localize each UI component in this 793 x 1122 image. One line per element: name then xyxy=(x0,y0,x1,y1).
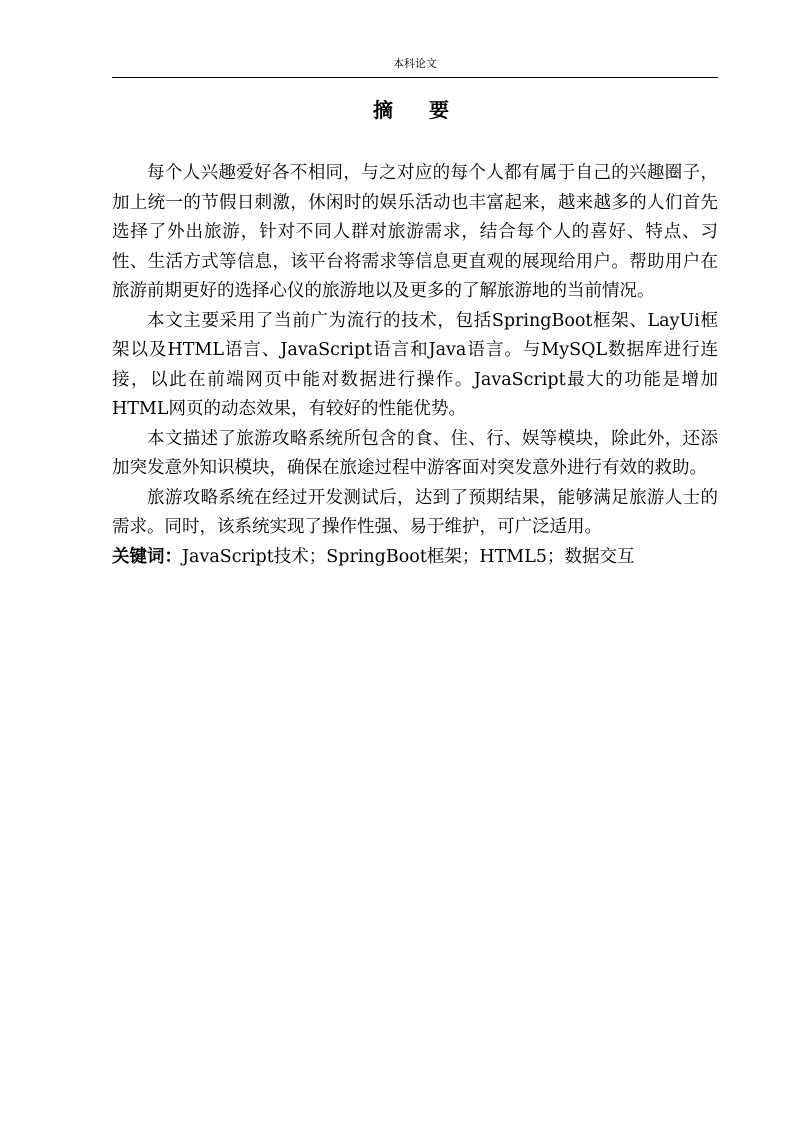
keywords-line xyxy=(112,543,718,573)
header-divider xyxy=(112,77,718,78)
abstract-paragraph-1: 每个人兴趣爱好各不相同，与之对应的每个人都有属于自己的兴趣圈子，加上统一的节假日刺激，休闲时的娱乐活动也丰富起来，越来越多的人们首先选择了外出旅游，针对不同人群对旅游需求，结合每个人的喜好、特点、习性、生活方式等信息，该平台将需求等信息更直观的展现给用户。帮助用户在旅游前期更好的选择心仪的旅游地以及更多的了解旅游地的当前情况。 xyxy=(112,163,718,301)
abstract-body xyxy=(112,159,718,572)
abstract-paragraph-4: 旅游攻略系统在经过开发测试后，达到了预期结果，能够满足旅游人士的需求。同时，该系统实现了操作性强、易于维护，可广泛适用。 xyxy=(112,487,718,537)
abstract-title: 摘 要 xyxy=(373,98,457,122)
abstract-paragraph-2: 本文主要采用了当前广为流行的技术，包括SpringBoot框架、LayUi框架以及HTML语言、JavaScript语言和Java语言。与MySQL数据库进行连接，以此在前端网页中能对数据进行操作。JavaScript最大的功能是增加HTML网页的动态效果，有较好的性能优势。 xyxy=(112,310,718,419)
keywords-label: 关键词： xyxy=(112,546,182,567)
running-header: 本科论文 xyxy=(393,57,437,70)
keywords-text: JavaScript技术；SpringBoot框架；HTML5；数据交互 xyxy=(182,546,635,567)
abstract-paragraph-3: 本文描述了旅游攻略系统所包含的食、住、行、娱等模块，除此外，还添加突发意外知识模块，确保在旅途过程中游客面对突发意外进行有效的救助。 xyxy=(112,428,718,478)
